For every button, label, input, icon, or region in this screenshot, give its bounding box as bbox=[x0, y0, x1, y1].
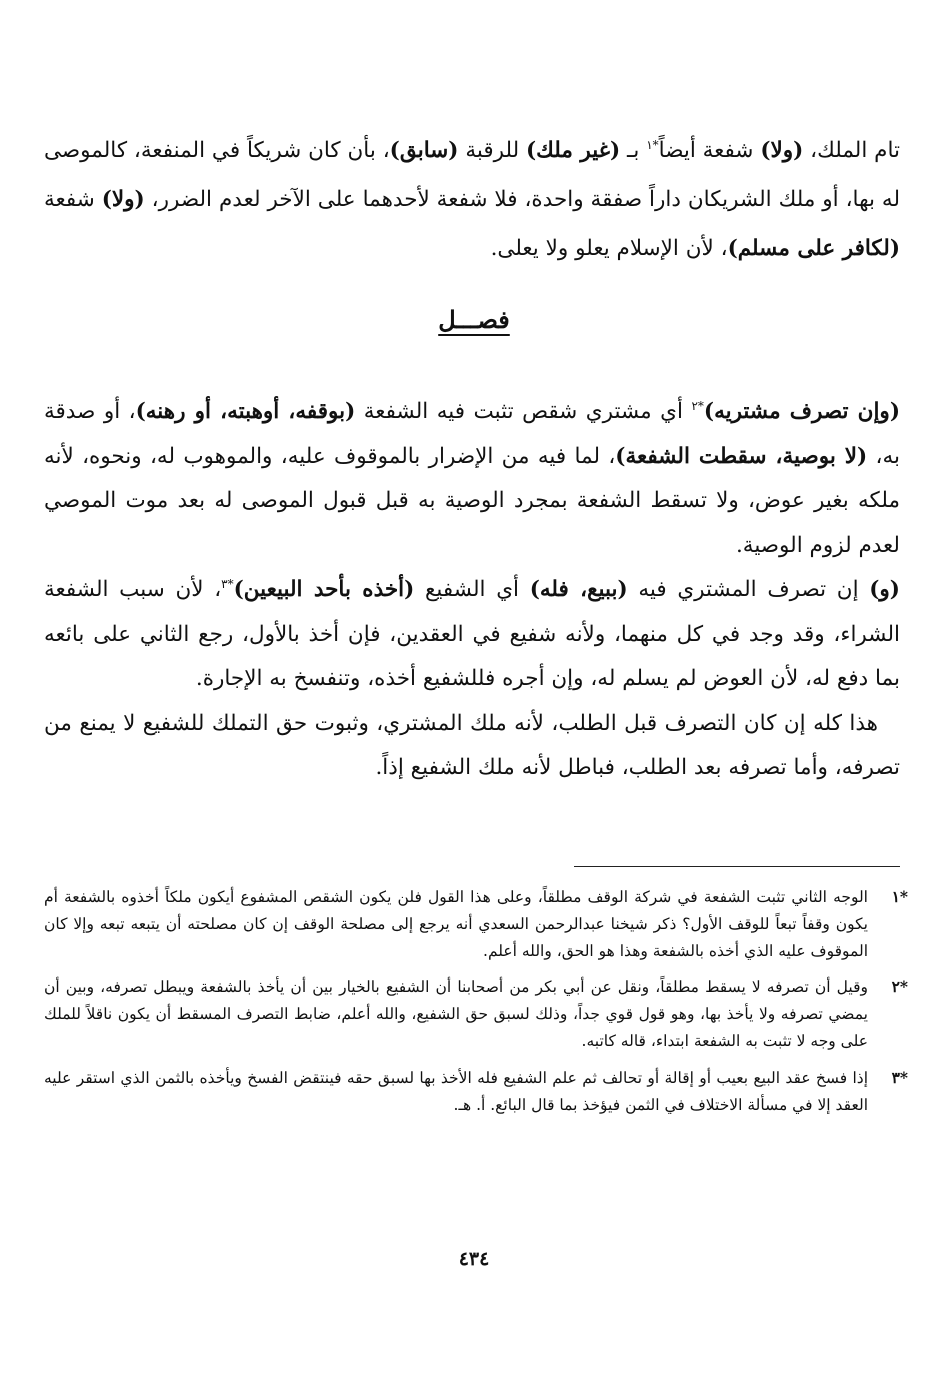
paragraph-3: هذا كله إن كان التصرف قبل الطلب، لأنه ملك المشتري، وثبوت حق التملك للشفيع لا يمنع من تصرفه، وأما تصرفه بعد الطلب، فباطل لأنه ملك الشفيع إذاً. bbox=[44, 710, 900, 780]
footnote-2 bbox=[44, 974, 908, 1054]
footnote-mark: *٣ bbox=[891, 1067, 908, 1087]
footnote-ref-1[interactable]: *١ bbox=[646, 137, 659, 152]
page-number: ٤٣٤ bbox=[458, 1248, 490, 1270]
bold-term: (غير ملك) bbox=[526, 138, 621, 163]
bold-term: (ببيع، فله) bbox=[529, 577, 628, 602]
bold-term: (لكافر على مسلم) bbox=[727, 236, 900, 261]
footnote-mark: *١ bbox=[891, 887, 908, 906]
bold-term: (ولا) bbox=[760, 138, 804, 163]
text-run: أي الشفيع bbox=[414, 577, 530, 602]
footnotes bbox=[44, 884, 908, 1128]
text-run: ، لما فيه من الإضرار بالموقوف عليه، والموهوب له، ونحوه، لأنه ملكه بغير عوض، ولا تسقط الشفعة بمجرد الوصية به قبل قبول الموصى له بعد موت الموصي لعدم لزوم الوصية. bbox=[44, 443, 900, 558]
footnote-1 bbox=[44, 884, 908, 964]
text-run: إن تصرف المشتري فيه bbox=[627, 577, 870, 602]
bold-term: (لا بوصية، سقطت الشفعة) bbox=[615, 443, 868, 469]
footnote-ref-3[interactable]: *٣ bbox=[221, 576, 234, 591]
text-run: تام الملك، bbox=[803, 138, 900, 163]
footnote-ref-2[interactable]: *٢ bbox=[691, 398, 704, 413]
body-text bbox=[44, 390, 900, 791]
bold-term: (وإن تصرف مشتريه) bbox=[703, 399, 900, 424]
footnote-divider bbox=[574, 866, 900, 867]
text-run: شفعة أيضاً bbox=[658, 138, 761, 163]
section-heading: فصـــل bbox=[438, 305, 510, 334]
paragraph-1 bbox=[44, 390, 900, 568]
bold-term: (سابق) bbox=[389, 138, 459, 163]
text-run: أي مشتري شقص تثبت فيه الشفعة bbox=[355, 399, 692, 424]
text-run: ، لأن سبب الشفعة الشراء، وقد وجد في كل منهما، ولأنه شفيع في العقدين، فإن أخذ بالأول، رجع الثاني على بائعه بما دفع له، لأن العوض لم يسلم له، وإن أجره فللشفيع أخذه، وتنفسخ به الإجارة. bbox=[44, 577, 900, 691]
text-run: بـ bbox=[620, 138, 647, 163]
text-run: ، أو صدقة به، bbox=[44, 399, 900, 469]
footnote-text: الوجه الثاني تثبت الشفعة في شركة الوقف مطلقاً، وعلى هذا القول فلن يكون الشقص المشفوع أيكون ملكاً أخذوه بالشفعة أم يكون وقفاً تبعاً للوقف الأول؟ ذكر شيخنا عبدالرحمن السعدي أنه يرجع إلى مصلحة الوقف إن كان مصلحته أن يتبعه تبعه وإلا كان الموقوف عليه الذي أخذه بالشفعة وهذا هو الحق، والله أعلم. bbox=[44, 888, 868, 960]
footnote-text: إذا فسخ عقد البيع بعيب أو إقالة أو تحالف ثم علم الشفيع فله الأخذ بها لسبق حقه فينتقض الفسخ ويأخذه بالثمن الذي استقر عليه العقد إلا في مسألة الاختلاف في الثمن فيؤخذ بما قال البائع. أ. هـ. bbox=[44, 1068, 868, 1114]
text-run: شفعة bbox=[44, 187, 102, 212]
text-run: للرقبة bbox=[458, 138, 526, 163]
bold-term: (بوقفه، أوهبته، أو رهنه) bbox=[135, 399, 356, 424]
footnote-3 bbox=[44, 1065, 908, 1119]
paragraph-2 bbox=[44, 568, 900, 702]
text-run: ، لأن الإسلام يعلو ولا يعلى. bbox=[490, 236, 728, 261]
bold-term: (ولا) bbox=[101, 187, 145, 212]
top-paragraph bbox=[44, 126, 900, 273]
footnote-mark: *٢ bbox=[891, 977, 908, 997]
text-run: ، بأن كان شريكاً في المنفعة، كالموصى له بها، أو ملك الشريكان داراً صفقة واحدة، فلا شفعة لأحدهما على الآخر لعدم الضرر، bbox=[44, 138, 900, 212]
bold-term: (أخذه بأحد البيعين) bbox=[233, 577, 415, 602]
bold-term: (و) bbox=[869, 577, 900, 602]
footnote-text: وقيل أن تصرفه لا يسقط مطلقاً، ونقل عن أبي بكر من أصحابنا أن الشفيع بالخيار بين أن يأخذ بالشفعة ويبطل تصرفه، وبين أن يمضي تصرفه ولا يأخذ بها، وهو قول قوي جداً، وذلك لسبق حق الشفيع، والله أعلم، ضابط التصرف المسقط أن يكون ناقلاً للملك على وجه لا تثبت به الشفعة ابتداء، قاله كاتبه. bbox=[44, 978, 868, 1050]
